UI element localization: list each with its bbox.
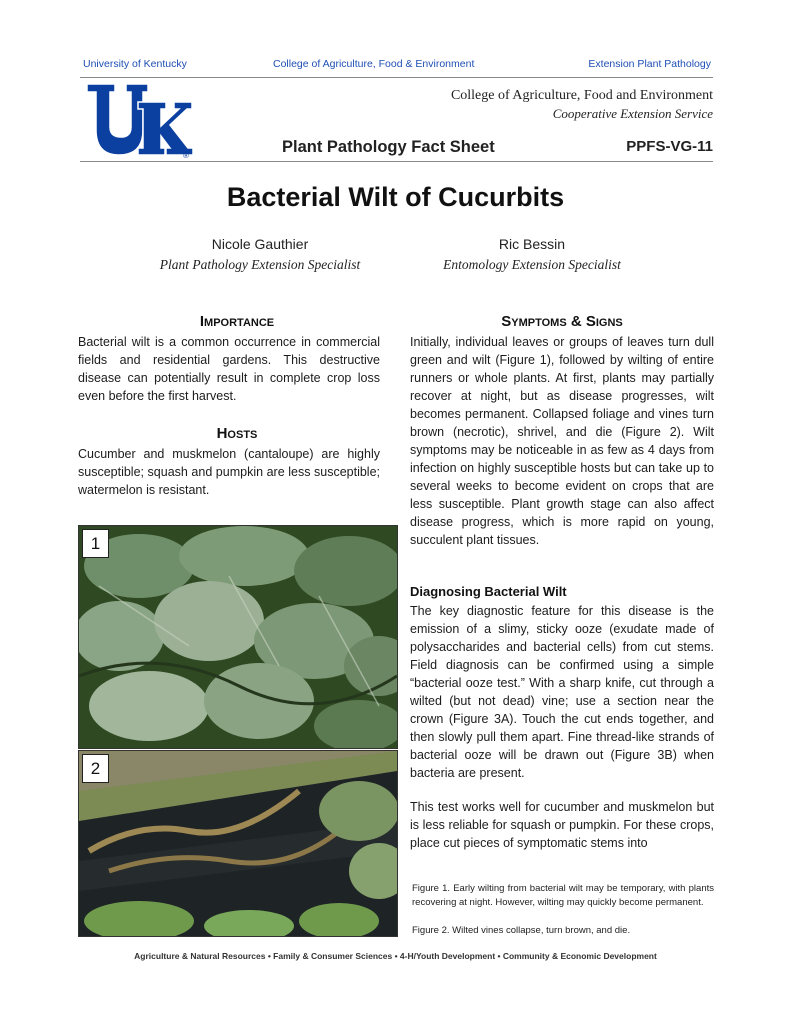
author-name: Ric Bessin <box>498 236 566 252</box>
footer-programs: Agriculture & Natural Resources • Family & Consumer Sciences • 4-H/Youth Development • Community & Economic Development <box>134 951 657 961</box>
svg-text:®: ® <box>183 151 189 159</box>
author-role: Entomology Extension Specialist <box>443 257 621 272</box>
importance-text: Bacterial wilt is a common occurrence in commercial fields and residential gardens. This destructive disease can potentially result in complete crop loss even before the first harvest. <box>78 335 380 403</box>
figure-2-caption: Figure 2. Wilted vines collapse, turn brown, and die. <box>412 925 631 936</box>
hosts-heading: Hosts <box>216 425 258 442</box>
college-name: College of Agriculture, Food and Environment <box>450 88 713 103</box>
department-link[interactable]: Extension Plant Pathology <box>588 58 711 70</box>
importance-heading: Importance <box>199 313 275 330</box>
university-link[interactable]: University of Kentucky <box>83 58 187 70</box>
fact-sheet-label: Plant Pathology Fact Sheet <box>282 138 495 156</box>
college-link[interactable]: College of Agriculture, Food & Environment <box>273 58 475 70</box>
extension-service: Cooperative Extension Service <box>552 106 713 121</box>
author-role: Plant Pathology Extension Specialist <box>159 257 361 272</box>
header-rule <box>80 161 713 162</box>
author-name: Nicole Gauthier <box>211 236 309 252</box>
fact-sheet-code: PPFS-VG-11 <box>626 138 713 155</box>
top-links <box>80 58 713 74</box>
diagnosing-text-continued: This test works well for cucumber and muskmelon but is less reliable for squash or pumpkin. For these crops, place cut pieces of symptomatic stems into <box>410 800 714 850</box>
figure-1-badge: 1 <box>82 529 109 558</box>
hosts-text: Cucumber and muskmelon (cantaloupe) are highly susceptible; squash and pumpkin are less susceptible; watermelon is resistant. <box>78 447 380 497</box>
symptoms-heading: Symptoms & Signs <box>501 313 623 330</box>
figure-1-caption: Figure 1. Early wilting from bacterial wilt may be temporary, with plants recovering at night. However, wilting may quickly become permanent. <box>412 883 714 908</box>
figure-2-badge: 2 <box>82 754 109 783</box>
figure-2-photo <box>78 750 398 937</box>
top-rule <box>80 77 713 78</box>
diagnosing-text: The key diagnostic feature for this disease is the emission of a slimy, sticky ooze (exudate made of polysaccharides and bacterial cells) from cut stems. Field diagnosis can be confirmed using a simple “bacterial ooze test.” With a sharp knife, cut through a wilted (but not dead) vine; use a section near the crown (Figure 3A). Touch the cut ends together, and then slowly pull them apart. Fine thread-like strands of bacterial ooze will be drawn out (Figure 3B) when bacteria are present. <box>410 604 714 780</box>
uk-logo <box>84 81 194 159</box>
page-title: Bacterial Wilt of Cucurbits <box>226 182 565 212</box>
figure-1-photo <box>78 525 398 749</box>
diagnosing-heading: Diagnosing Bacterial Wilt <box>410 584 567 599</box>
symptoms-text: Initially, individual leaves or groups of leaves turn dull green and wilt (Figure 1), followed by wilting of entire runners or whole plants. At first, plants may partially recover at night, but as disease progresses, wilt becomes permanent. Collapsed foliage and vines turn brown (necrotic), shrivel, and die (Figure 2). Wilt symptoms may be noticeable in as few as 4 days from infection on highly susceptible hosts but can take up to several weeks to become evident on crops that are less susceptible. Plant growth stage can also affect disease progress, which is more rapid on young, succulent plant tissues. <box>410 335 714 547</box>
